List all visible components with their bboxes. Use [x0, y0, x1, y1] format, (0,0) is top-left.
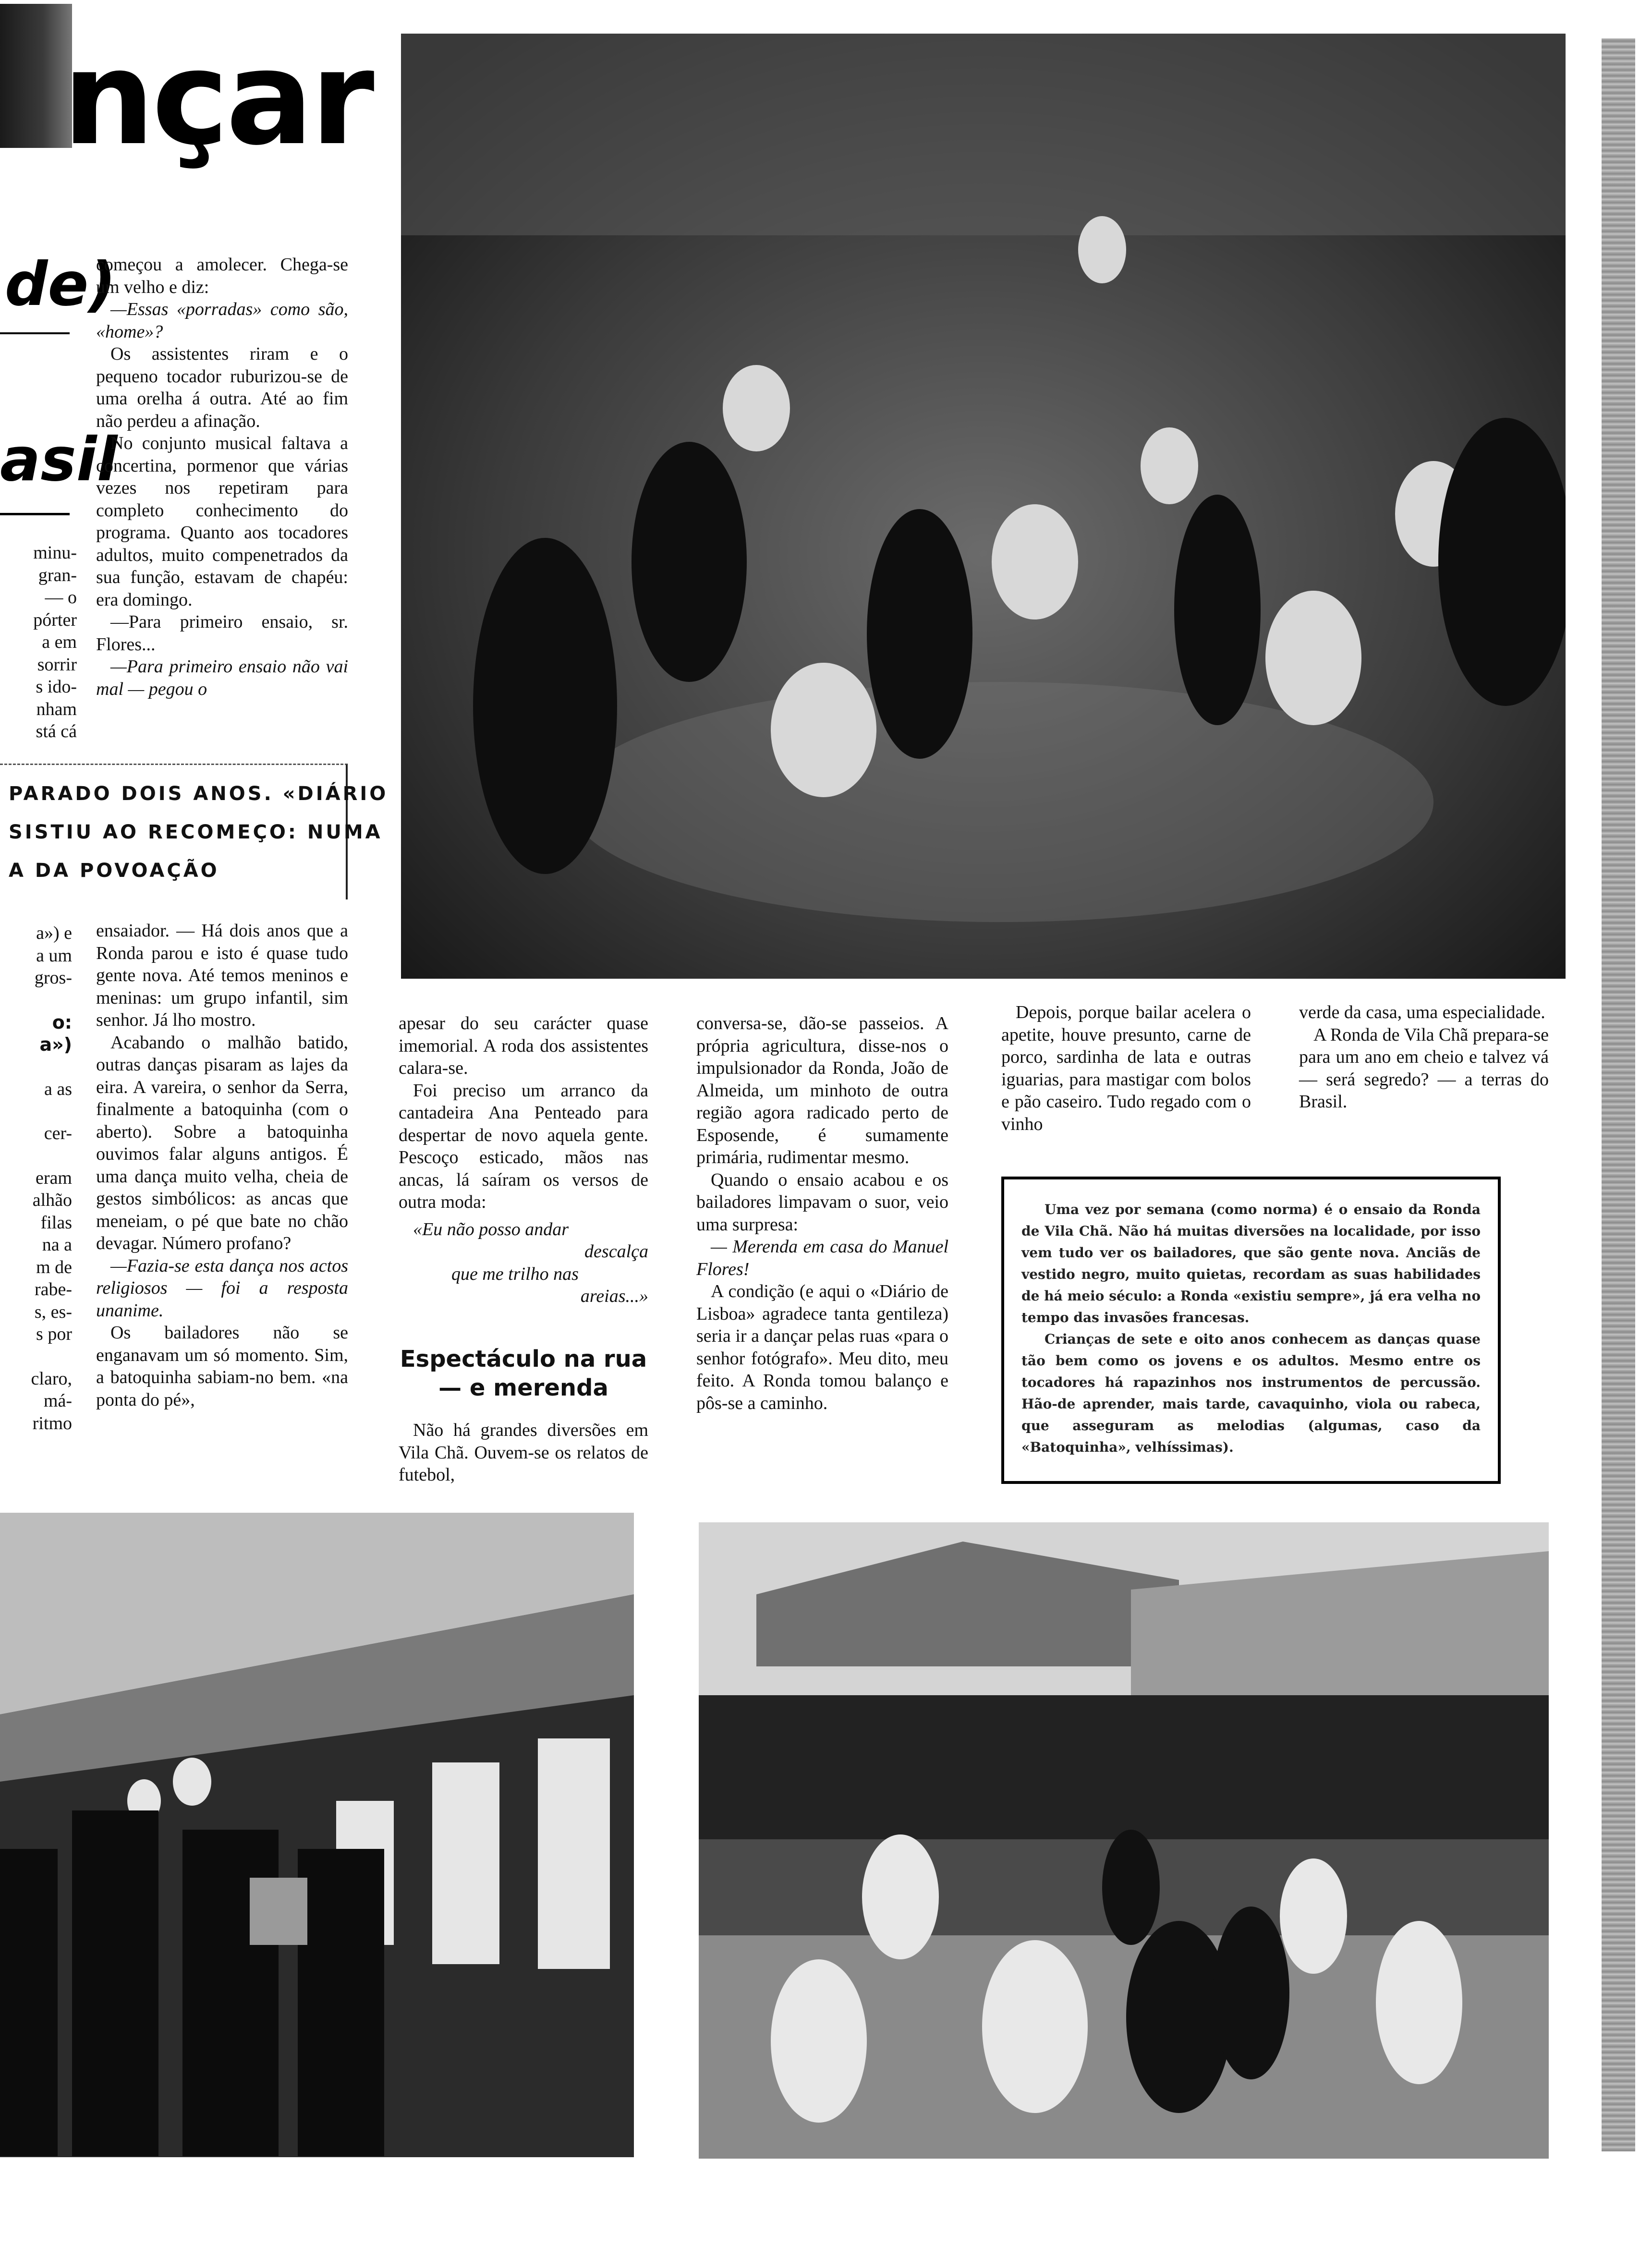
- headline-title: nçar: [62, 23, 372, 174]
- article-column-1b: ensaiador. — Há dois anos que a Ronda parou e isto é quase tudo gente nova. Até temos meninos e meninas: um grupo infantil, sim senhor. Já lho mostro. Acabando o malhão batido, outras danças pisaram as lajes da eira. A vareira, o senhor da Serra, finalmente a batoquinha (com o aberto). Sobre a batoquinha ouvimos falar alguns antigos. É uma dança muito velha, cheia de gestos simbólicos: as ancas que meneiam, o pé que bate no chão devagar. Número profano? —Fazia-se esta dança nos actos religiosos — foi a resposta unanime. Os bailadores não se enganavam um só momento. Sim, a batoquinha sabiam-no bem. «na ponta do pé»,: [96, 921, 348, 1410]
- left-stub-block1: minu- gran- — o pórter a em sorrir s ido- nham stá cá: [33, 543, 77, 741]
- photo-dance-night: [401, 34, 1566, 979]
- page-edge-strip: [1602, 38, 1635, 2151]
- article-column-4: Depois, porque bailar acelera o apetite, houve presunto, carne de porco, sardinha de lata e outras iguarias, para mastigar com bolos e pão caseiro. Tudo regado com o vinho: [1001, 1002, 1251, 1134]
- caps-line2: SISTIU AO RECOMEÇO: NUMA: [9, 821, 383, 843]
- left-stub-block2: a») e a um gros- o: a») a as cer- eram alhão filas na a m de rabe- s, es- s por claro, má- ritmo: [31, 923, 72, 1433]
- headline-tag-de: de): [5, 250, 116, 319]
- photo-street-dance: [699, 1522, 1549, 2159]
- caps-line1: PARADO DOIS ANOS. «DIÁRIO: [9, 783, 389, 805]
- headline-tag-brasil: asil: [0, 425, 118, 495]
- subhead: Espectáculo na rua — e merenda: [400, 1346, 647, 1401]
- photo-musicians: [0, 1513, 634, 2157]
- article-column-3: conversa-se, dão-se passeios. A própria agricultura, disse-nos o impulsionador da Ronda, João de Almeida, um minhoto de outra região agora radicado perto de Esposende, é sumamente primária, rudimentar mesmo. Quando o ensaio acabou e os bailadores limpavam o suor, veio uma surpresa: — Merenda em casa do Manuel Flores! A condição (e aqui o «Diário de Lisboa» agradece tanta gentileza) seria ir a dançar pelas ruas «para o senhor fotógrafo». Meu dito, meu feito. A Ronda tomou balanço e pôs-se a caminho.: [696, 1013, 948, 1413]
- article-column-5: verde da casa, uma especialidade. A Ronda de Vila Chã prepara-se para um ano em cheio e talvez vá — será segredo? — a terras do Brasil.: [1299, 1002, 1549, 1112]
- divider: [0, 332, 70, 334]
- verse: «Eu não posso andar descalça que me trilho nas areias...»: [413, 1219, 648, 1306]
- divider: [0, 513, 70, 515]
- caption-box: Uma vez por semana (como norma) é o ensaio da Ronda de Vila Chã. Não há muitas diversões na localidade, por isso vem tudo ver os bailadores, que são gente nova. Anciãs de vestido negro, muito quietas, recordam as suas habilidades de há meio século: a Ronda «existiu sempre», já era velha no tempo das invasões francesas. Crianças de sete e oito anos conhecem as danças quase tão bem como os jovens e os adultos. Mesmo entre os tocadores há rapazinhos nos instrumentos de percussão. Hão-de aprender, mais tarde, cavaquinho, viola ou rabeca, que asseguram as melodias (algumas, caso da «Batoquinha», velhíssimas).: [1001, 1177, 1501, 1484]
- caps-line3: A DA POVOAÇÃO: [9, 860, 219, 882]
- article-column-2: apesar do seu carácter quase imemorial. A roda dos assistentes calara-se. Foi preciso um arranco da cantadeira Ana Penteado para despertar de novo aquela gente. Pescoço esticado, mãos nas ancas, lá saíram os versos de outra moda: «Eu não posso andar descalça que me trilho nas areias...»: [399, 1012, 648, 1308]
- article-column-1: começou a amolecer. Chega-se um velho e diz: —Essas «porradas» como são, «home»? Os assistentes riram e o pequeno tocador ruburizou-se de uma orelha á outra. Até ao fim não perdeu a afinação. No conjunto musical faltava a concertina, pormenor que várias vezes nos repetiram para completo conhecimento do programa. Quanto aos tocadores adultos, muito compenetrados da sua função, estavam de chapéu: era domingo. —Para primeiro ensaio, sr. Flores... —Para primeiro ensaio não vai mal — pegou o: [96, 255, 348, 699]
- article-column-2-after: Não há grandes diversões em Vila Chã. Ouvem-se os relatos de futebol,: [399, 1420, 648, 1485]
- headline-dark-block: [0, 4, 72, 148]
